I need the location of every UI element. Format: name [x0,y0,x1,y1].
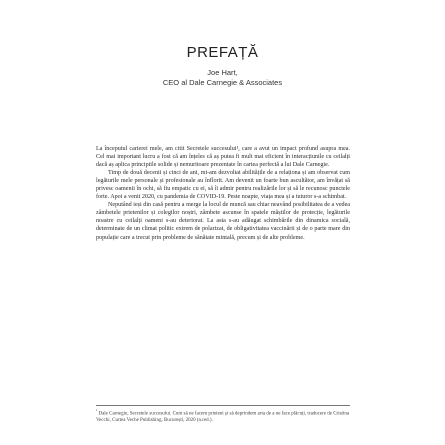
footnote [96,408,350,424]
author-name: Joe Hart, [207,68,238,77]
paragraph: La începutul carierei mele, am citit Secretele succesului¹, care a avut un impact profund asupra mea. Cel mai important lucru a fost că am înțeles că aș putea fi mult mai eficient în interacțiunile cu ceilalți dacă aș aplica principiile solide și nemuritoare prezentate în cartea perfectă a lui Dale Carnegie. [96,146,350,169]
author-role: CEO al Dale Carnegie & Associates [162,78,283,87]
footnote-text: Dale Carnegie, Secretele succesului. Cum să ne facem prieteni și să deprindem arta de a ne face plăcuți, traducere de Cristina Vecchi, Curtea Veche Publishing, București, 2020 (n.red.). [96,411,350,423]
paragraph: Neputând ieși din casă pentru a merge la locul de muncă sau chiar neavând posibilitatea de a vedea zâmbetele prietenilor și colegilor noștri, zâmbete ascunse în spatele măștilor de protecție, legăturile noastre cu ceilalți oameni s-au deteriorat. La asta s-au adăugat schimbările din dinamica socială, determinate de un climat politic extrem de polarizat, de obligativitatea vaccinării și de o parte mare din populație care a trecut prin probleme de sănătate mintală, precum și de alte probleme. [96,202,350,241]
footnote-mark: ¹ [96,408,98,413]
footnote-divider [96,405,350,406]
page-title: PREFAȚĂ [186,44,259,61]
author-block [0,68,445,88]
body-text [96,145,350,242]
paragraph: Timp de două decenii și cinci de ani, mi-am dezvoltat abilitățile de a relaționa și am observat cum legăturile mele personale și profesionale au înflorit. Am devenit un foarte bun ascultător, am învățat să privesc oamenii în ochi, să fiu empatic cu ei, să îi admir pentru realizările lor și să le recunosc punctele forte. Apoi a venit 2020, cu pandemia de COVID-19. Peste noapte, viața mea și a tuturor s-a schimbat. [96,170,350,201]
